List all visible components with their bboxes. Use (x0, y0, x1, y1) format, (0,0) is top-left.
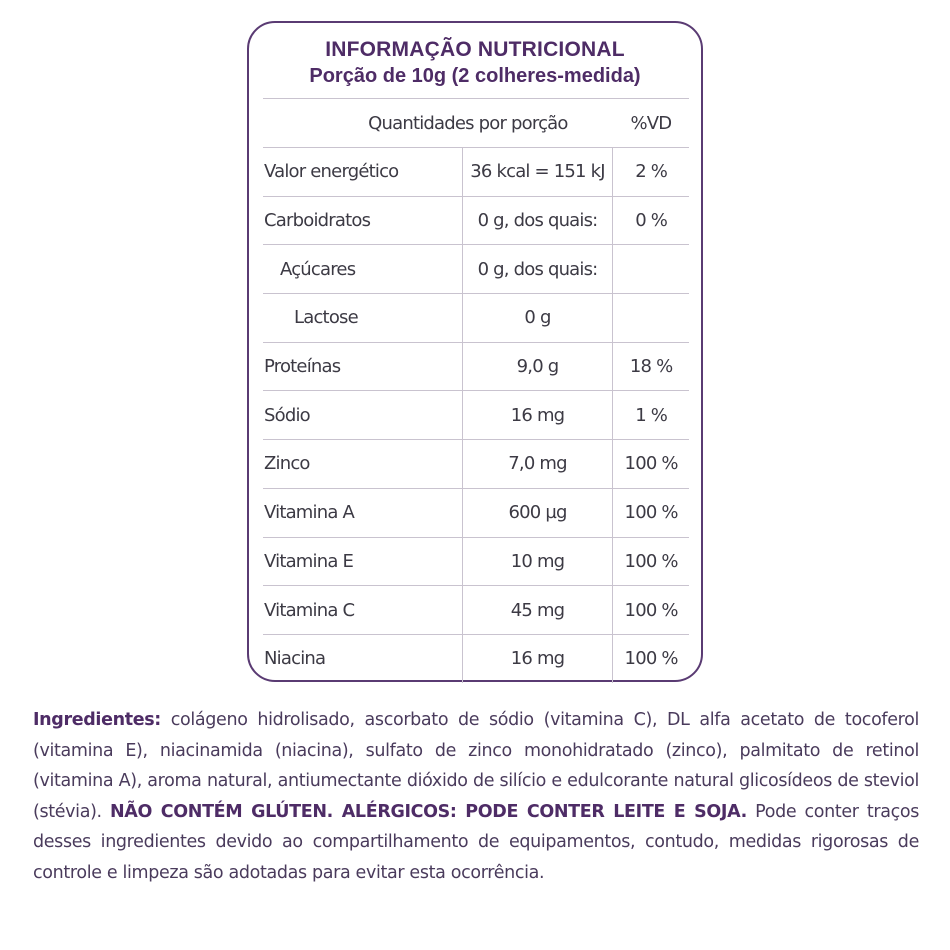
nutrient-quantity: 0 g, dos quais: (462, 245, 613, 294)
nutrient-quantity: 45 mg (462, 586, 613, 635)
nutrient-vd: 18 % (613, 342, 689, 391)
serving-size: Porção de 10g (2 colheres-medida) (309, 65, 641, 87)
nutrient-vd: 100 % (613, 440, 689, 489)
nutrient-name: Carboidratos (263, 196, 462, 245)
nutrient-vd (613, 245, 689, 294)
ingredients-text: colágeno hidrolisado, ascorbato de sódio (vitamina C), DL alfa acetato de tocoferol (vitamina E), niacinamida (niacina), sulfato de zinco monohidratado (zinco), palmitato de retinol (vitamina A), aroma natural, antiumectante dióxido de silício e edulcorante natural glicosídeos de steviol (stévia). (33, 710, 919, 822)
ingredients-paragraph (33, 705, 919, 888)
table-row (263, 537, 689, 586)
nutrient-name: Proteínas (263, 342, 462, 391)
nutrient-quantity: 7,0 mg (462, 440, 613, 489)
nutrient-quantity: 0 g, dos quais: (462, 196, 613, 245)
nutrient-quantity: 10 mg (462, 537, 613, 586)
nutrient-name: Vitamina C (263, 586, 462, 635)
nutrient-vd: 100 % (613, 586, 689, 635)
nutrient-name: Valor energético (263, 148, 462, 197)
nutrition-facts-panel (247, 21, 703, 682)
table-row (263, 440, 689, 489)
nutrient-vd: 0 % (613, 196, 689, 245)
table-row (263, 294, 689, 343)
table-header-row (263, 99, 689, 148)
table-row (263, 245, 689, 294)
nutrient-quantity: 16 mg (462, 391, 613, 440)
nutrient-quantity: 16 mg (462, 634, 613, 682)
nutrient-vd: 1 % (613, 391, 689, 440)
table-row (263, 148, 689, 197)
nutrient-name: Sódio (263, 391, 462, 440)
nutrition-table (263, 98, 689, 683)
nutrient-quantity: 9,0 g (462, 342, 613, 391)
nutrient-quantity: 0 g (462, 294, 613, 343)
nutrient-name: Niacina (263, 634, 462, 682)
table-row (263, 488, 689, 537)
nutrient-name: Açúcares (263, 245, 462, 294)
nutrient-vd: 100 % (613, 537, 689, 586)
nutrient-name: Zinco (263, 440, 462, 489)
table-row (263, 586, 689, 635)
allergen-warning: NÃO CONTÉM GLÚTEN. ALÉRGICOS: PODE CONTER LEITE E SOJA. (110, 801, 747, 822)
vd-header: %VD (613, 99, 689, 148)
nutrient-name: Lactose (263, 294, 462, 343)
nutrient-quantity: 600 µg (462, 488, 613, 537)
nutrient-vd: 100 % (613, 634, 689, 682)
nutrient-vd (613, 294, 689, 343)
table-row (263, 342, 689, 391)
nutrient-quantity: 36 kcal = 151 kJ (462, 148, 613, 197)
nutrient-vd: 100 % (613, 488, 689, 537)
ingredients-label: Ingredientes: (33, 710, 161, 730)
nutrition-title: INFORMAÇÃO NUTRICIONAL (325, 38, 625, 61)
nutrient-name: Vitamina A (263, 488, 462, 537)
table-row (263, 634, 689, 682)
table-row (263, 391, 689, 440)
cross-contamination-note: Pode conter traços desses ingredientes devido ao compartilhamento de equipamentos, contudo, medidas rigorosas de controle e limpeza são adotadas para evitar esta ocorrência. (33, 801, 919, 883)
quantity-header: Quantidades por porção (263, 99, 613, 148)
nutrient-vd: 2 % (613, 148, 689, 197)
table-row (263, 196, 689, 245)
nutrient-name: Vitamina E (263, 537, 462, 586)
